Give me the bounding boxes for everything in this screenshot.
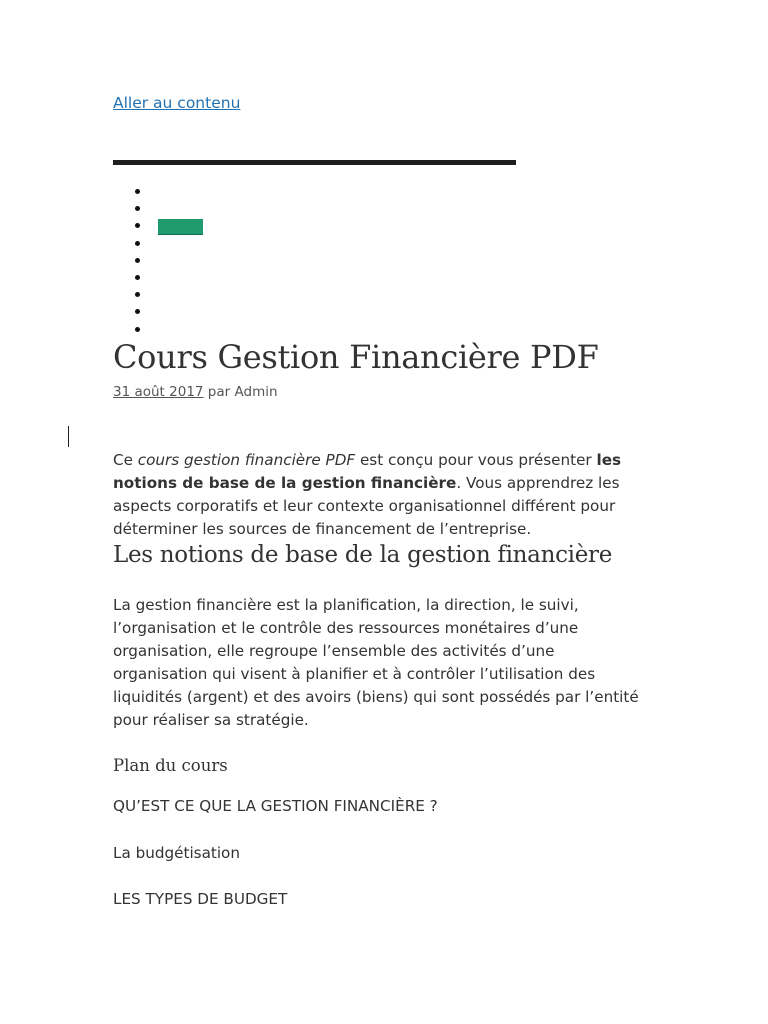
menu-item[interactable] [133, 252, 203, 269]
intro-text-3: . Vous apprendrez les aspects corporatifs et leur contexte organisationnel différent pour déterminer les sources de financement de l’entreprise. [113, 474, 620, 538]
menu-item[interactable] [133, 286, 203, 303]
intro-emphasis: cours gestion financière PDF [137, 451, 356, 469]
text-cursor [68, 426, 69, 447]
active-menu-highlight[interactable] [158, 219, 203, 235]
navigation-menu [133, 183, 203, 338]
post-date-link[interactable]: 31 août 2017 [113, 384, 204, 400]
intro-text-1: Ce [113, 451, 138, 469]
section-paragraph: La gestion financière est la planification, la direction, le suivi, l’organisation et le contrôle des ressources monétaires d’une organisation, elle regroupe l’ensemble des activités d’une organisation qui visent à planifier et à contrôler l’utilisation des liquidités (argent) et des avoirs (biens) qui sont possédés par l’entité pour réaliser sa stratégie. [113, 596, 639, 729]
post-meta [113, 384, 278, 400]
menu-item[interactable] [133, 183, 203, 200]
plan-item: QU’EST CE QUE LA GESTION FINANCIÈRE ? [113, 797, 438, 815]
menu-item[interactable] [133, 235, 203, 252]
intro-strong: les notions de base de la gestion financière [113, 451, 622, 492]
menu-item[interactable] [133, 200, 203, 217]
post-author: Admin [234, 384, 278, 400]
plan-item: LES TYPES DE BUDGET [113, 890, 288, 908]
section-heading: Les notions de base de la gestion financière [113, 542, 613, 568]
plan-heading: Plan du cours [113, 756, 228, 775]
header-divider [113, 160, 516, 165]
menu-item[interactable] [133, 269, 203, 286]
post-title: Cours Gestion Financière PDF [113, 338, 599, 376]
intro-paragraph [113, 449, 653, 541]
menu-item[interactable] [133, 321, 203, 338]
menu-item-active[interactable] [133, 217, 203, 234]
menu-item[interactable] [133, 303, 203, 320]
skip-to-content-link[interactable]: Aller au contenu [113, 94, 241, 112]
byline-prefix: par [207, 384, 231, 400]
plan-item: La budgétisation [113, 844, 240, 862]
intro-text-2: est conçu pour vous présenter [355, 451, 597, 469]
